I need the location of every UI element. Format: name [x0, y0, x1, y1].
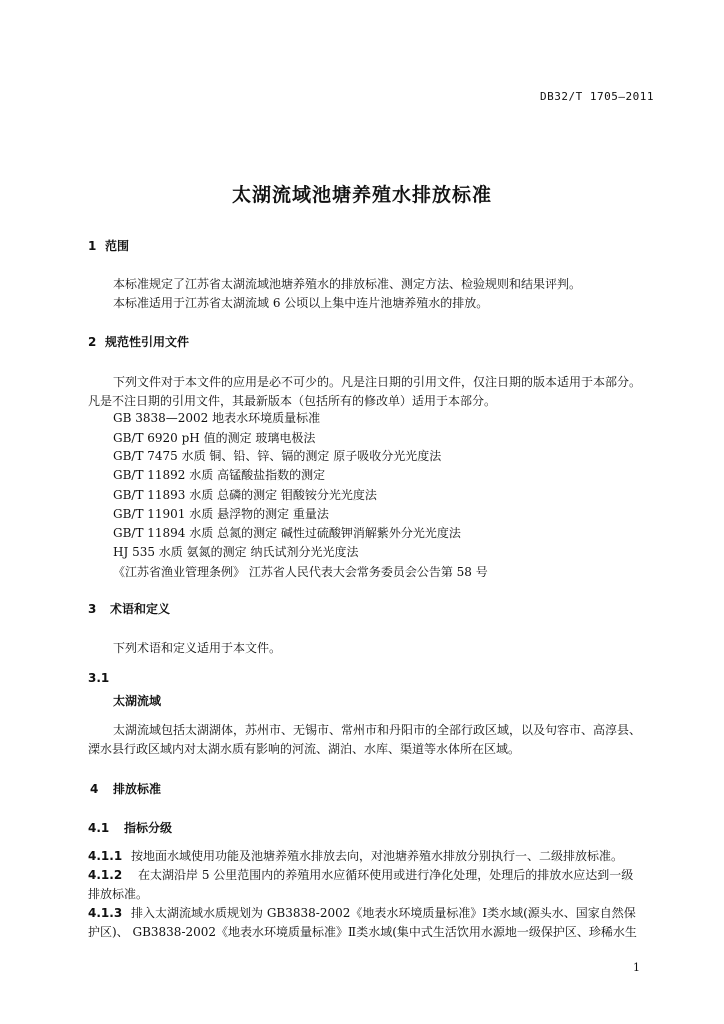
reference-item: GB/T 11893 水质 总磷的测定 钼酸铵分光光度法 — [113, 488, 377, 502]
clause-text: 排放标准。 — [88, 887, 149, 901]
reference-item: GB/T 11892 水质 高锰酸盐指数的测定 — [113, 468, 326, 482]
subsection-4-1-number: 4.1 — [88, 821, 110, 835]
section-1-heading: 范围 — [105, 239, 130, 253]
clause-text: 护区)、 GB3838-2002《地表水环境质量标准》Ⅱ类水域(集中式生活饮用水源地一级保护区、珍稀水生 — [88, 925, 637, 939]
clause-number: 4.1.3 — [88, 906, 123, 920]
section-4-number: 4 — [90, 782, 99, 796]
reference-item: GB/T 11894 水质 总氮的测定 碱性过硫酸钾消解紫外分光光度法 — [113, 526, 461, 540]
subsection-4-1-heading: 指标分级 — [124, 821, 173, 835]
clause-text: 排入太湖流域水质规划为 GB3838-2002《地表水环境质量标准》Ⅰ类水域(源头水、国家自然保 — [131, 906, 636, 920]
section-2-heading: 规范性引用文件 — [105, 335, 190, 349]
document-title: 太湖流域池塘养殖水排放标准 — [231, 184, 492, 206]
section-1-paragraph: 本标准规定了江苏省太湖流域池塘养殖水的排放标准、测定方法、检验规则和结果评判。 — [113, 277, 582, 291]
standard-code: DB32/T 1705—2011 — [540, 90, 654, 103]
section-1-paragraph: 本标准适用于江苏省太湖流域 6 公顷以上集中连片池塘养殖水的排放。 — [113, 296, 489, 310]
section-3-number: 3 — [88, 602, 97, 616]
reference-item: GB/T 11901 水质 悬浮物的测定 重量法 — [113, 507, 329, 521]
term-heading: 太湖流域 — [113, 694, 162, 708]
term-definition: 溧水县行政区域内对太湖水质有影响的河流、湖泊、水库、渠道等水体所在区域。 — [88, 742, 521, 756]
term-definition: 太湖流域包括太湖湖体，苏州市、无锡市、常州市和丹阳市的全部行政区域，以及句容市、高淳县、 — [113, 723, 642, 737]
section-4-heading: 排放标准 — [113, 782, 162, 796]
section-2-number: 2 — [88, 335, 97, 349]
reference-item: 《江苏省渔业管理条例》 江苏省人民代表大会常务委员会公告第 58 号 — [113, 565, 488, 579]
clause-number: 4.1.1 — [88, 849, 123, 863]
clause-number: 4.1.2 — [88, 868, 123, 882]
clause-text: 按地面水域使用功能及池塘养殖水排放去向，对池塘养殖水排放分别执行一、二级排放标准。 — [131, 849, 624, 863]
reference-item: GB/T 7475 水质 铜、铅、锌、镉的测定 原子吸收分光光度法 — [113, 449, 442, 463]
page-number: 1 — [633, 961, 640, 974]
section-3-heading: 术语和定义 — [110, 602, 171, 616]
reference-item: GB 3838—2002 地表水环境质量标准 — [113, 411, 321, 425]
clause-text: 在太湖沿岸 5 公里范围内的养殖用水应循环使用或进行净化处理，处理后的排放水应达到一级 — [138, 868, 634, 882]
subsection-3-1-number: 3.1 — [88, 671, 110, 685]
reference-item: GB/T 6920 pH 值的测定 玻璃电极法 — [113, 431, 316, 445]
section-2-intro: 凡是不注日期的引用文件，其最新版本（包括所有的修改单）适用于本部分。 — [88, 394, 497, 408]
section-3-intro: 下列术语和定义适用于本文件。 — [113, 641, 282, 655]
reference-item: HJ 535 水质 氨氮的测定 纳氏试剂分光光度法 — [113, 545, 359, 559]
section-1-number: 1 — [88, 239, 97, 253]
section-2-intro: 下列文件对于本文件的应用是必不可少的。凡是注日期的引用文件，仅注日期的版本适用于本部分。 — [113, 375, 642, 389]
